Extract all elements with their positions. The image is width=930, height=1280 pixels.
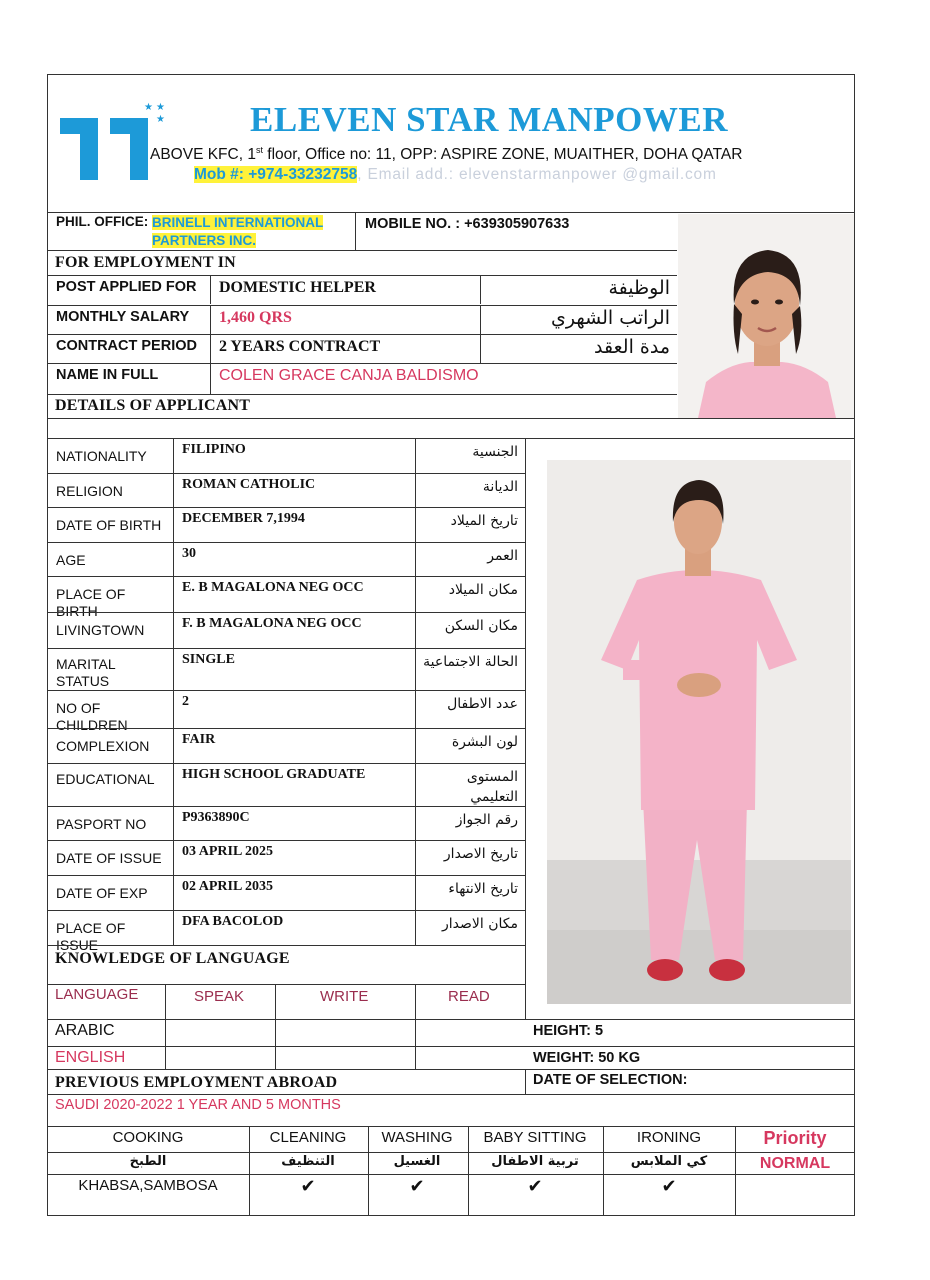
skill-header: COOKING xyxy=(112,1129,184,1146)
detail-label: NO OF CHILDREN xyxy=(56,700,128,733)
lang-row-arabic: ARABIC xyxy=(55,1022,115,1039)
office-mobile xyxy=(365,216,569,232)
mobile-label: MOBILE NO. : xyxy=(365,216,461,232)
detail-label: LIVINGTOWN xyxy=(56,622,145,638)
lang-header-write: WRITE xyxy=(320,988,369,1005)
detail-value: F. B MAGALONA NEG OCC xyxy=(182,616,362,631)
detail-label: MARITAL STATUS xyxy=(56,656,116,689)
detail-arabic: المستوى التعليمي xyxy=(466,769,518,805)
skill-header-arabic: تربية الاطفال xyxy=(491,1154,579,1169)
detail-label: DATE OF ISSUE xyxy=(56,850,162,866)
detail-arabic: الديانة xyxy=(482,479,518,495)
detail-arabic: العمر xyxy=(487,548,518,564)
employment-value: 1,460 QRS xyxy=(219,309,292,326)
skill-header-arabic: التنظيف xyxy=(281,1154,335,1169)
height-field: HEIGHT: 5 xyxy=(533,1023,604,1039)
office-name xyxy=(152,214,323,250)
detail-arabic: مكان الاصدار xyxy=(442,916,518,932)
employment-label: POST APPLIED FOR xyxy=(56,279,197,295)
skill-header: BABY SITTING xyxy=(483,1129,587,1146)
detail-label: DATE OF EXP xyxy=(56,885,148,901)
applicant-full-body-photo xyxy=(547,460,851,1004)
skill-header: WASHING xyxy=(381,1129,453,1146)
employment-value: COLEN GRACE CANJA BALDISMO xyxy=(219,367,479,384)
detail-value: E. B MAGALONA NEG OCC xyxy=(182,580,364,595)
address-sup: st xyxy=(255,145,263,155)
detail-value: DFA BACOLOD xyxy=(182,914,284,929)
email-address: , Email add.: elevenstarmanpower @gmail.com xyxy=(357,166,717,183)
skill-header-arabic: كي الملابس xyxy=(630,1154,708,1169)
detail-value: FILIPINO xyxy=(182,442,246,457)
detail-value: ROMAN CATHOLIC xyxy=(182,477,316,492)
employment-label: CONTRACT PERIOD xyxy=(56,338,197,354)
svg-text:★: ★ xyxy=(156,114,165,125)
previous-employment-value: SAUDI 2020-2022 1 YEAR AND 5 MONTHS xyxy=(55,1097,341,1113)
lang-header-language: LANGUAGE xyxy=(55,986,139,1003)
detail-arabic: عدد الاطفال xyxy=(447,696,518,712)
detail-arabic: رقم الجواز xyxy=(455,812,518,828)
employment-arabic: مدة العقد xyxy=(594,336,670,358)
detail-value: 03 APRIL 2025 xyxy=(182,844,274,859)
lang-row-english: ENGLISH xyxy=(55,1049,126,1066)
skill-check-icon: ✔ xyxy=(527,1176,543,1197)
detail-arabic: مكان السكن xyxy=(444,618,518,634)
detail-arabic: مكان الميلاد xyxy=(448,582,518,598)
detail-label: PASPORT NO xyxy=(56,816,147,832)
employment-label: NAME IN FULL xyxy=(56,367,159,383)
detail-arabic: الحالة الاجتماعية xyxy=(423,654,518,670)
office-label: PHIL. OFFICE: xyxy=(56,214,149,229)
mobile-number: Mob #: +974-33232758 xyxy=(194,166,358,183)
detail-label: RELIGION xyxy=(56,483,123,499)
skill-check-icon: ✔ xyxy=(300,1176,316,1197)
employment-value: DOMESTIC HELPER xyxy=(219,279,376,296)
skill-header-arabic: الغسيل xyxy=(393,1154,441,1169)
svg-text:★: ★ xyxy=(156,102,165,113)
company-address xyxy=(150,145,850,167)
employment-section-title: FOR EMPLOYMENT IN xyxy=(55,254,236,271)
skill-check-icon: ✔ xyxy=(409,1176,425,1197)
detail-value: HIGH SCHOOL GRADUATE xyxy=(182,767,366,782)
detail-value: SINGLE xyxy=(182,652,235,667)
detail-arabic: لون البشرة xyxy=(451,734,518,750)
language-section-title: KNOWLEDGE OF LANGUAGE xyxy=(55,950,290,967)
previous-employment-title: PREVIOUS EMPLOYMENT ABROAD xyxy=(55,1074,338,1091)
employment-arabic: الراتب الشهري xyxy=(551,307,670,329)
address-part2: floor, Office no: 11, OPP: ASPIRE ZONE, MUAITHER, DOHA QATAR xyxy=(262,146,743,164)
detail-label: EDUCATIONAL xyxy=(56,771,155,787)
detail-value: FAIR xyxy=(182,732,216,747)
employment-label: MONTHLY SALARY xyxy=(56,309,190,325)
office-name-line1: BRINELL INTERNATIONAL xyxy=(152,215,324,230)
date-of-selection: DATE OF SELECTION: xyxy=(533,1072,688,1088)
employment-value: 2 YEARS CONTRACT xyxy=(219,338,381,355)
skill-header: CLEANING xyxy=(269,1129,347,1146)
detail-label: AGE xyxy=(56,552,86,568)
detail-value: 02 APRIL 2035 xyxy=(182,879,274,894)
company-logo xyxy=(58,100,168,184)
detail-arabic: الجنسية xyxy=(472,444,518,460)
detail-arabic: تاريخ الاصدار xyxy=(443,846,518,862)
detail-value: 2 xyxy=(182,694,189,709)
cooking-value: KHABSA,SAMBOSA xyxy=(78,1177,218,1194)
detail-value: DECEMBER 7,1994 xyxy=(182,511,305,526)
svg-text:★: ★ xyxy=(144,102,153,113)
detail-label: DATE OF BIRTH xyxy=(56,517,162,533)
detail-label: PLACE OF ISSUE xyxy=(56,920,126,953)
contact-line xyxy=(194,166,834,188)
office-name-line2: PARTNERS INC. xyxy=(152,233,257,248)
details-section-title: DETAILS OF APPLICANT xyxy=(55,397,251,414)
detail-arabic: تاريخ الانتهاء xyxy=(448,881,518,897)
detail-label: COMPLEXION xyxy=(56,738,150,754)
address-part1: ABOVE KFC, 1 xyxy=(150,146,256,164)
mobile-value: +639305907633 xyxy=(464,216,570,232)
lang-header-read: READ xyxy=(448,988,490,1005)
detail-label: PLACE OF BIRTH xyxy=(56,586,126,619)
detail-label: NATIONALITY xyxy=(56,448,147,464)
employment-arabic: الوظيفة xyxy=(608,277,670,299)
company-name: ELEVEN STAR MANPOWER xyxy=(250,100,729,139)
priority-value: NORMAL xyxy=(759,1155,831,1172)
weight-field: WEIGHT: 50 KG xyxy=(533,1050,641,1066)
skill-check-icon: ✔ xyxy=(661,1176,677,1197)
applicant-portrait-photo xyxy=(678,214,854,418)
skill-header-arabic: الطبخ xyxy=(129,1154,167,1169)
detail-value: 30 xyxy=(182,546,196,561)
skill-header: IRONING xyxy=(636,1129,702,1146)
detail-arabic: تاريخ الميلاد xyxy=(450,513,518,529)
priority-label: Priority xyxy=(763,1128,827,1148)
lang-header-speak: SPEAK xyxy=(194,988,245,1005)
logo-graphic xyxy=(58,100,168,184)
detail-value: P9363890C xyxy=(182,810,250,825)
